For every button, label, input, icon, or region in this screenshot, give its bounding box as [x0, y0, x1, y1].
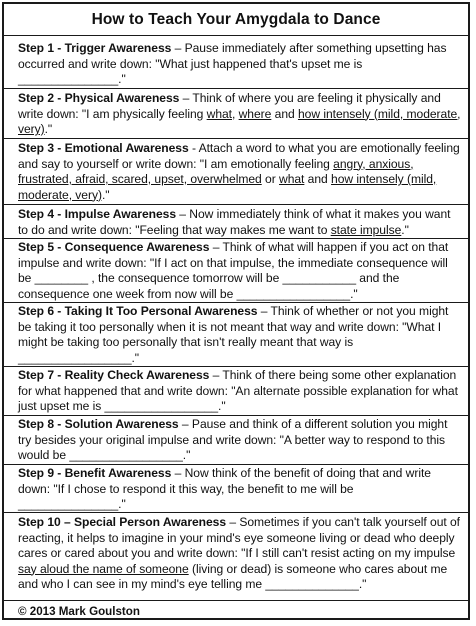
step-sep: – — [209, 368, 223, 382]
step-text: (living or dead) is someone who cares about me and who I can see in my mind's eye telling me ______________." — [18, 561, 448, 591]
step-label: Step 2 - Physical Awareness — [18, 91, 180, 105]
step-6 — [18, 304, 462, 366]
step-text: or — [261, 172, 280, 186]
underlined-term: what — [206, 106, 232, 121]
underlined-term: angry, anxious, frustrated, afraid, scared, upset, overwhelmed — [18, 156, 414, 186]
step-text: Attach a word to what you are emotionally feeling and say to yourself or write down: "I am emotionally feeling — [18, 141, 460, 171]
divider — [4, 366, 468, 367]
step-text: Think of there being some other explanation for what happened that and write down: "An alternate possible explanation for what just upset me is _________________." — [18, 368, 458, 413]
step-text: , — [232, 106, 239, 121]
underlined-term: how intensely (mild, moderate, very) — [18, 172, 437, 202]
step-9 — [18, 466, 462, 513]
step-5 — [18, 240, 462, 302]
step-text: Now think of the benefit of doing that and write down: "If I chose to respond it this way, the benefit to me will be _______________." — [18, 466, 431, 511]
divider — [4, 88, 468, 89]
step-10 — [18, 515, 462, 593]
step-label: Step 10 – Special Person Awareness — [18, 515, 227, 529]
step-label: Step 9 - Benefit Awareness — [18, 466, 172, 480]
step-text: ." — [401, 222, 409, 237]
step-text: Pause and think of a different solution you might try besides your original impulse and write down: "A better way to respond to this would be _________________." — [18, 417, 448, 462]
step-text: Pause immediately after something upsetting has occurred and write down: "What just happened that's upset me is _______________." — [18, 41, 447, 86]
step-4 — [18, 207, 462, 238]
step-text: ." — [44, 122, 53, 136]
step-sep: – — [179, 91, 193, 105]
step-text: Think of what will happen if you act on that impulse and write down: "If I act on that impulse, the immediate consequence will be ________ , the consequence tomorrow will be ___________ and the consequence one week from now will be _________________." — [18, 240, 449, 301]
step-label: Step 7 - Reality Check Awareness — [18, 368, 210, 382]
divider — [4, 512, 468, 513]
divider — [4, 415, 468, 416]
underlined-term: state impulse — [330, 222, 402, 237]
step-sep: – — [178, 417, 192, 431]
underlined-term: how intensely (mild, moderate, very) — [18, 106, 461, 136]
step-text: ." — [101, 187, 110, 202]
step-sep: – — [171, 41, 185, 55]
step-2 — [18, 91, 462, 138]
step-label: Step 1 - Trigger Awareness — [18, 41, 172, 55]
step-sep: – — [209, 240, 223, 254]
step-text: Think of whether or not you might be taking it too personally when it is not meant that way and write down: "What I might be taking too personally that isn't really meant that way is _________________." — [18, 304, 449, 365]
step-text: and — [304, 172, 332, 186]
step-label: Step 5 - Consequence Awareness — [18, 240, 210, 254]
step-label: Step 6 - Taking It Too Personal Awareness — [18, 304, 258, 318]
step-1 — [18, 41, 462, 88]
underlined-term: what — [279, 172, 305, 186]
step-sep: – — [226, 515, 240, 529]
step-text: Now immediately think of what it makes you want to do and write down: "Feeling that way makes me want to — [18, 207, 451, 237]
step-7 — [18, 368, 462, 415]
step-label: Step 8 - Solution Awareness — [18, 417, 179, 431]
divider — [4, 138, 468, 139]
step-sep: – — [176, 207, 190, 221]
divider — [4, 464, 468, 465]
step-text: and — [271, 106, 298, 121]
divider — [4, 600, 468, 601]
copyright-footer: © 2013 Mark Goulston — [18, 605, 140, 618]
divider — [4, 238, 468, 239]
step-label: Step 3 - Emotional Awareness — [18, 141, 189, 155]
step-label: Step 4 - Impulse Awareness — [18, 207, 176, 221]
worksheet-page — [2, 2, 470, 620]
page-title: How to Teach Your Amygdala to Dance — [91, 11, 381, 28]
divider — [4, 302, 468, 303]
step-8 — [18, 417, 462, 464]
divider — [4, 204, 468, 205]
step-sep: - — [188, 141, 199, 155]
underlined-term: where — [238, 106, 272, 121]
step-sep: – — [171, 466, 185, 480]
step-3 — [18, 141, 462, 203]
underlined-term: say aloud the name of someone — [18, 561, 189, 576]
divider — [4, 35, 468, 36]
step-text: Sometimes if you can't talk yourself out of reacting, it helps to imagine in your mind's eye someone living or dead who deeply cares or cared about you and write down: "If I still can't resist acting on my impulse — [18, 515, 460, 560]
step-text: Think of where you are feeling it physically and write down: "I am physically feeling — [18, 91, 441, 121]
step-sep: – — [257, 304, 271, 318]
